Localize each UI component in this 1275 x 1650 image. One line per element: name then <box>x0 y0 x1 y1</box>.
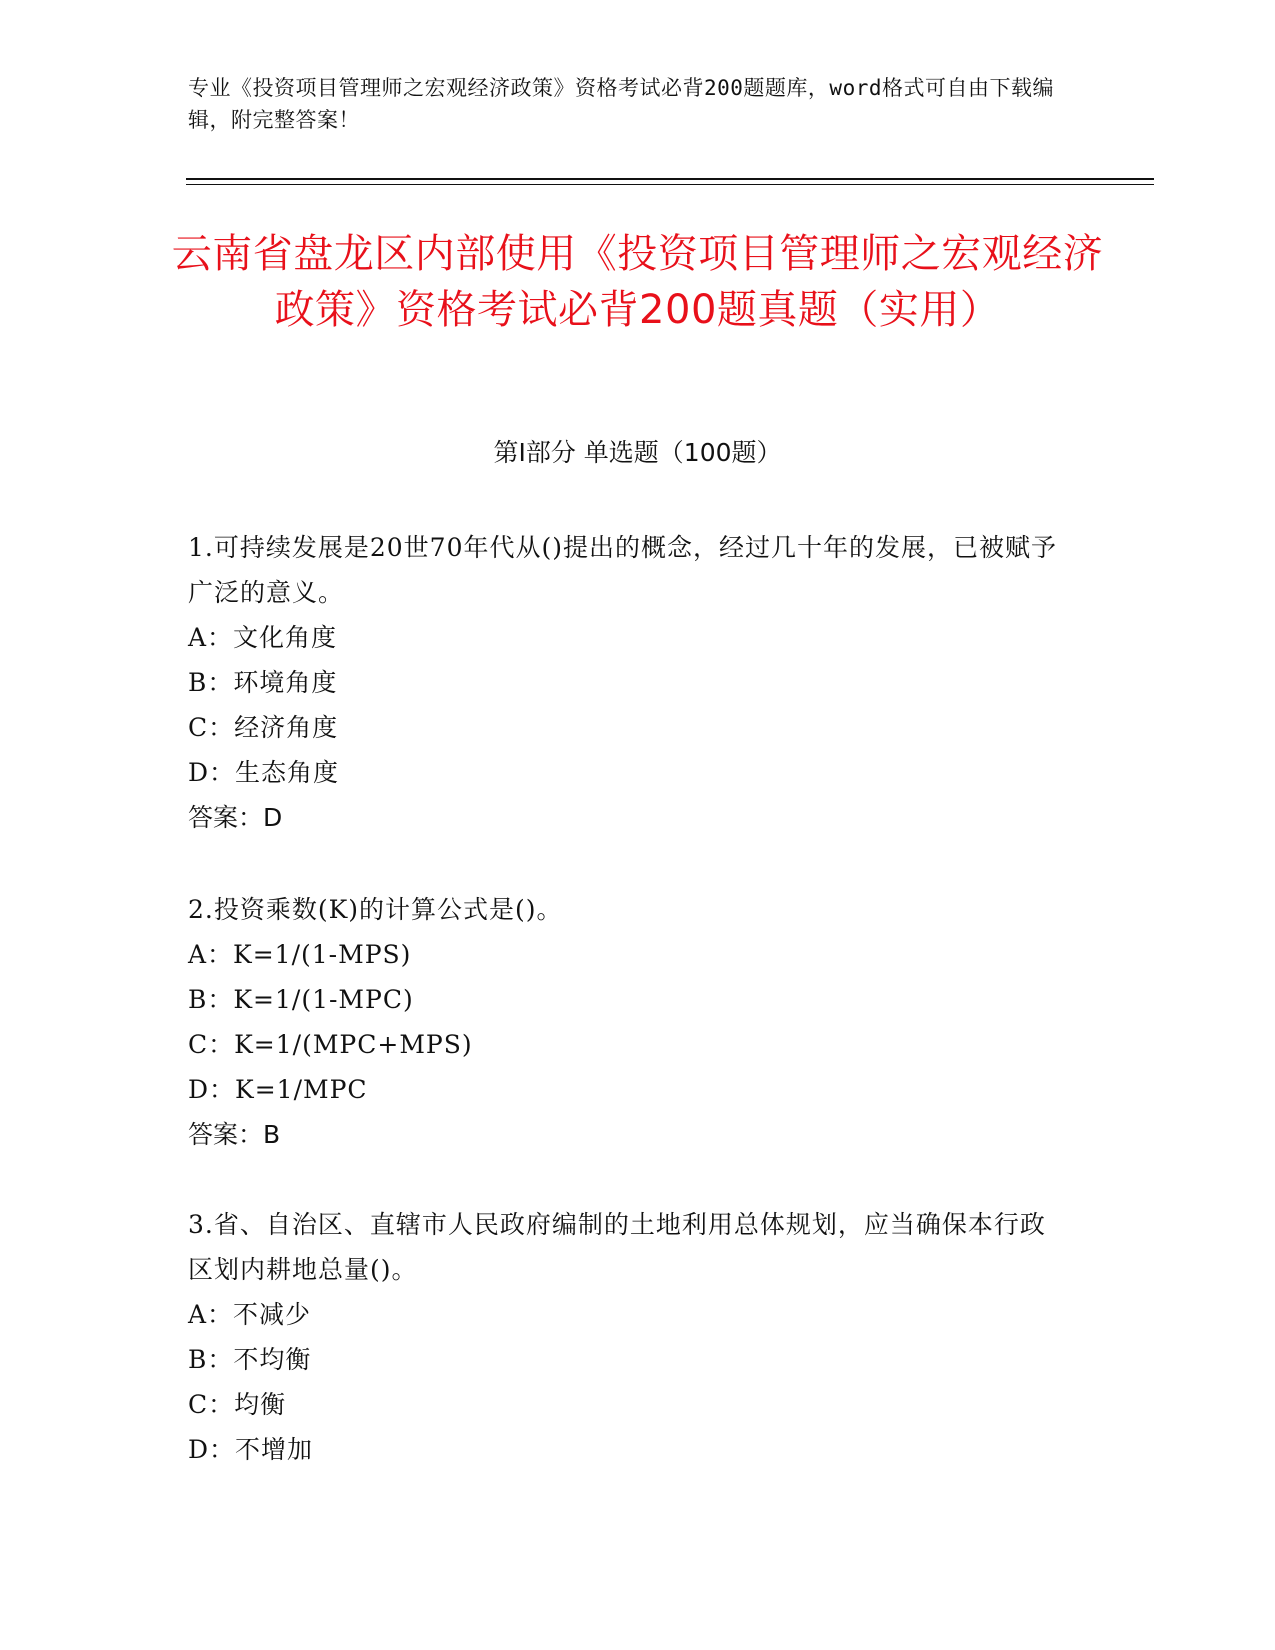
answer: 答案：B <box>188 1120 281 1149</box>
question-2 <box>188 887 1068 1157</box>
option-a: A：不减少 <box>188 1300 312 1329</box>
option-d: D：K=1/MPC <box>188 1075 368 1104</box>
question-stem: 1.可持续发展是20世70年代从()提出的概念，经过几十年的发展，已被赋予广泛的意义。 <box>188 533 1057 607</box>
option-c: C：均衡 <box>188 1390 287 1419</box>
option-d: D：不增加 <box>188 1435 314 1464</box>
section-title: 第Ⅰ部分 单选题（100题） <box>493 438 782 467</box>
answer: 答案：D <box>188 803 283 832</box>
option-d: D：生态角度 <box>188 758 340 787</box>
option-a: A：K=1/(1-MPS) <box>188 940 412 969</box>
document-title: 云南省盘龙区内部使用《投资项目管理师之宏观经济政策》资格考试必背200题真题（实用） <box>171 231 1104 333</box>
option-a: A：文化角度 <box>188 623 338 652</box>
header-note: 专业《投资项目管理师之宏观经济政策》资格考试必背200题题库，word格式可自由下载编辑，附完整答案！ <box>188 76 1054 132</box>
option-c: C：经济角度 <box>188 713 339 742</box>
option-c: C：K=1/(MPC+MPS) <box>188 1030 473 1059</box>
question-1 <box>188 525 1068 840</box>
question-stem: 2.投资乘数(K)的计算公式是()。 <box>188 895 563 924</box>
option-b: B：不均衡 <box>188 1345 312 1374</box>
question-3 <box>188 1202 1068 1472</box>
option-b: B：K=1/(1-MPC) <box>188 985 414 1014</box>
header-divider-thick <box>186 178 1154 180</box>
option-b: B：环境角度 <box>188 668 338 697</box>
header-divider-thin <box>186 184 1154 185</box>
question-stem: 3.省、自治区、直辖市人民政府编制的土地利用总体规划，应当确保本行政区划内耕地总量()。 <box>188 1210 1046 1284</box>
